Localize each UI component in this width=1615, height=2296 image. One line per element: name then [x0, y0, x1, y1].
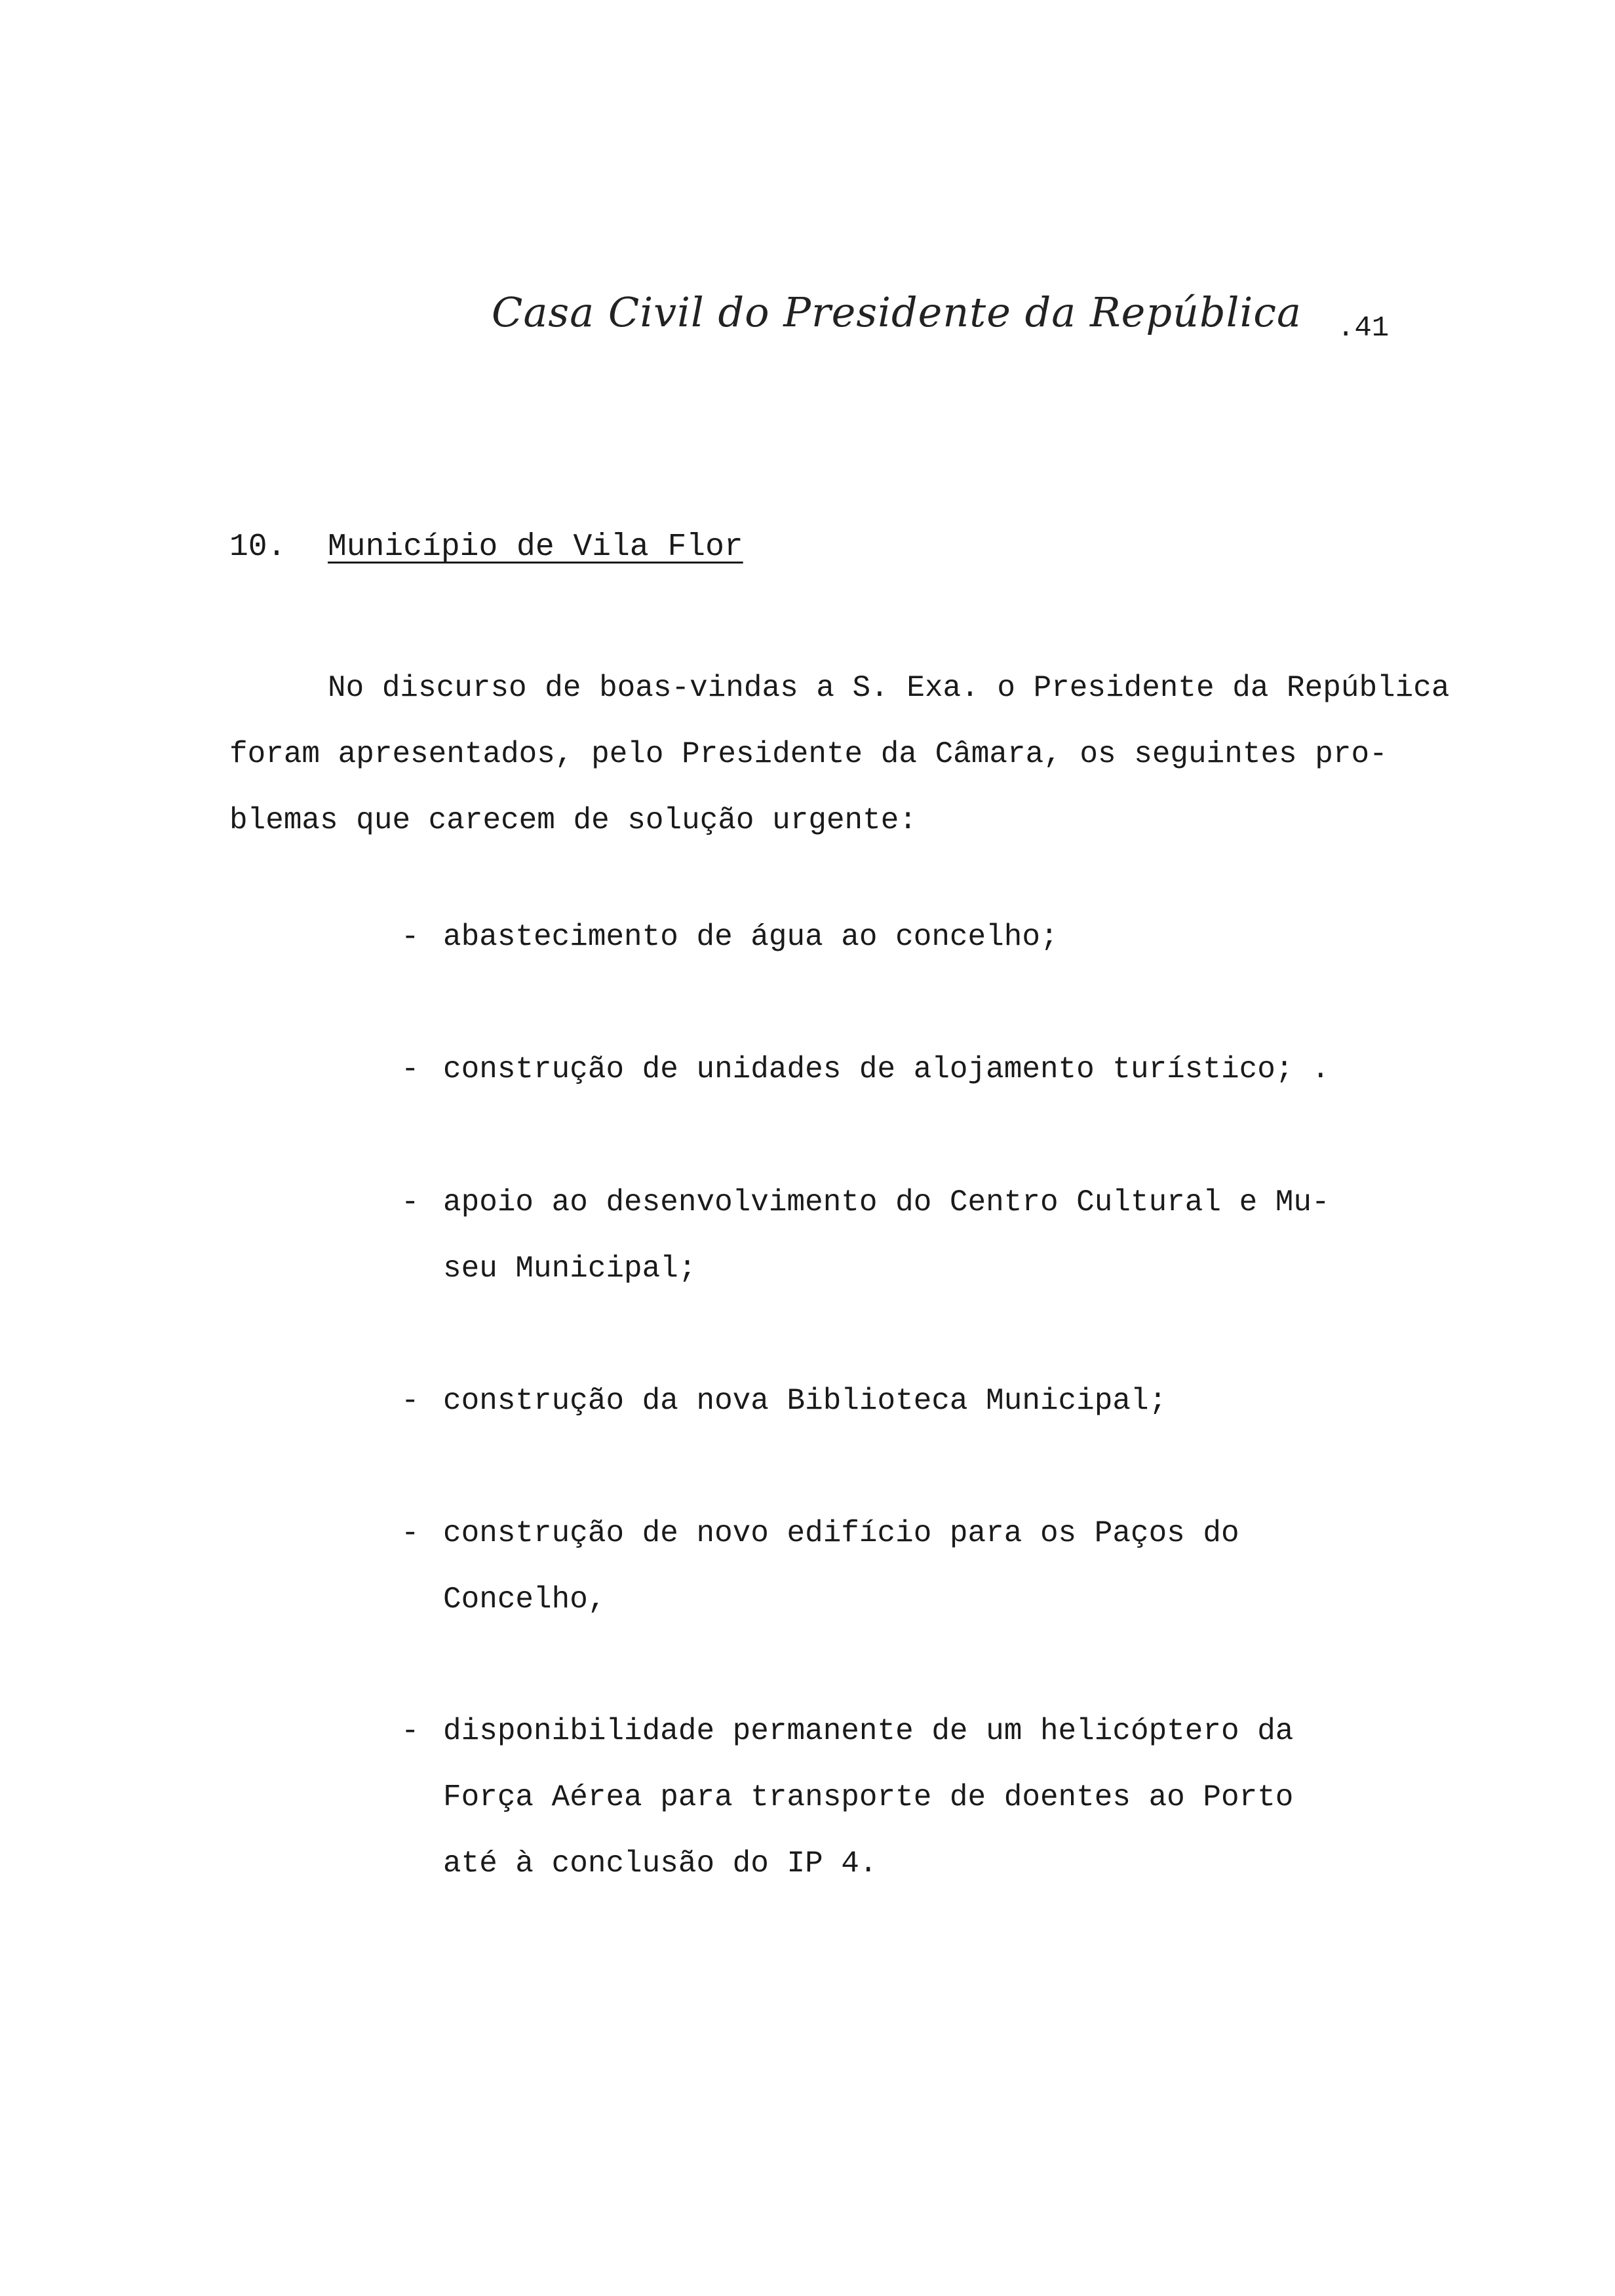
section-title: Município de Vila Flor — [328, 529, 743, 565]
list-item — [401, 1698, 1515, 1897]
paragraph-line: blemas que carecem de solução urgente: — [229, 803, 917, 837]
list-item-text: construção de novo edifício para os Paços do — [443, 1516, 1239, 1550]
list-item — [401, 1170, 1515, 1302]
list-dash: - — [401, 1384, 419, 1418]
list-item-text: abastecimento de água ao concelho; — [443, 920, 1059, 954]
list-item-text: Concelho, — [443, 1582, 606, 1617]
list-dash: - — [401, 1516, 419, 1550]
list-item-text: disponibilidade permanente de um helicóptero da — [443, 1714, 1294, 1748]
section-number: 10. — [229, 529, 286, 565]
list-dash: - — [401, 920, 419, 954]
list-dash: - — [401, 1185, 419, 1219]
page-number: .41 — [1337, 312, 1390, 345]
list-item-text: Força Aérea para transporte de doentes ao Porto — [443, 1780, 1294, 1814]
section-heading — [229, 529, 743, 565]
list-dash: - — [401, 1714, 419, 1748]
list-item-text: apoio ao desenvolvimento do Centro Cultural e Mu- — [443, 1185, 1330, 1219]
paragraph-line: No discurso de boas-vindas a S. Exa. o Presidente da República — [328, 671, 1450, 705]
list-item-text: construção da nova Biblioteca Municipal; — [443, 1384, 1167, 1418]
list-item-text: seu Municipal; — [443, 1252, 697, 1286]
list-item — [401, 1368, 1515, 1434]
list-item — [401, 1037, 1515, 1103]
list-dash: - — [401, 1052, 419, 1086]
letterhead: Casa Civil do Presidente da República — [492, 288, 1302, 336]
paragraph-line: foram apresentados, pelo Presidente da Câmara, os seguintes pro- — [229, 737, 1388, 771]
list-item-text: construção de unidades de alojamento turístico; . — [443, 1052, 1330, 1086]
intro-paragraph — [229, 655, 1580, 854]
list-item-text: até à conclusão do IP 4. — [443, 1846, 878, 1881]
list-item — [401, 1501, 1515, 1633]
list-item — [401, 904, 1515, 970]
